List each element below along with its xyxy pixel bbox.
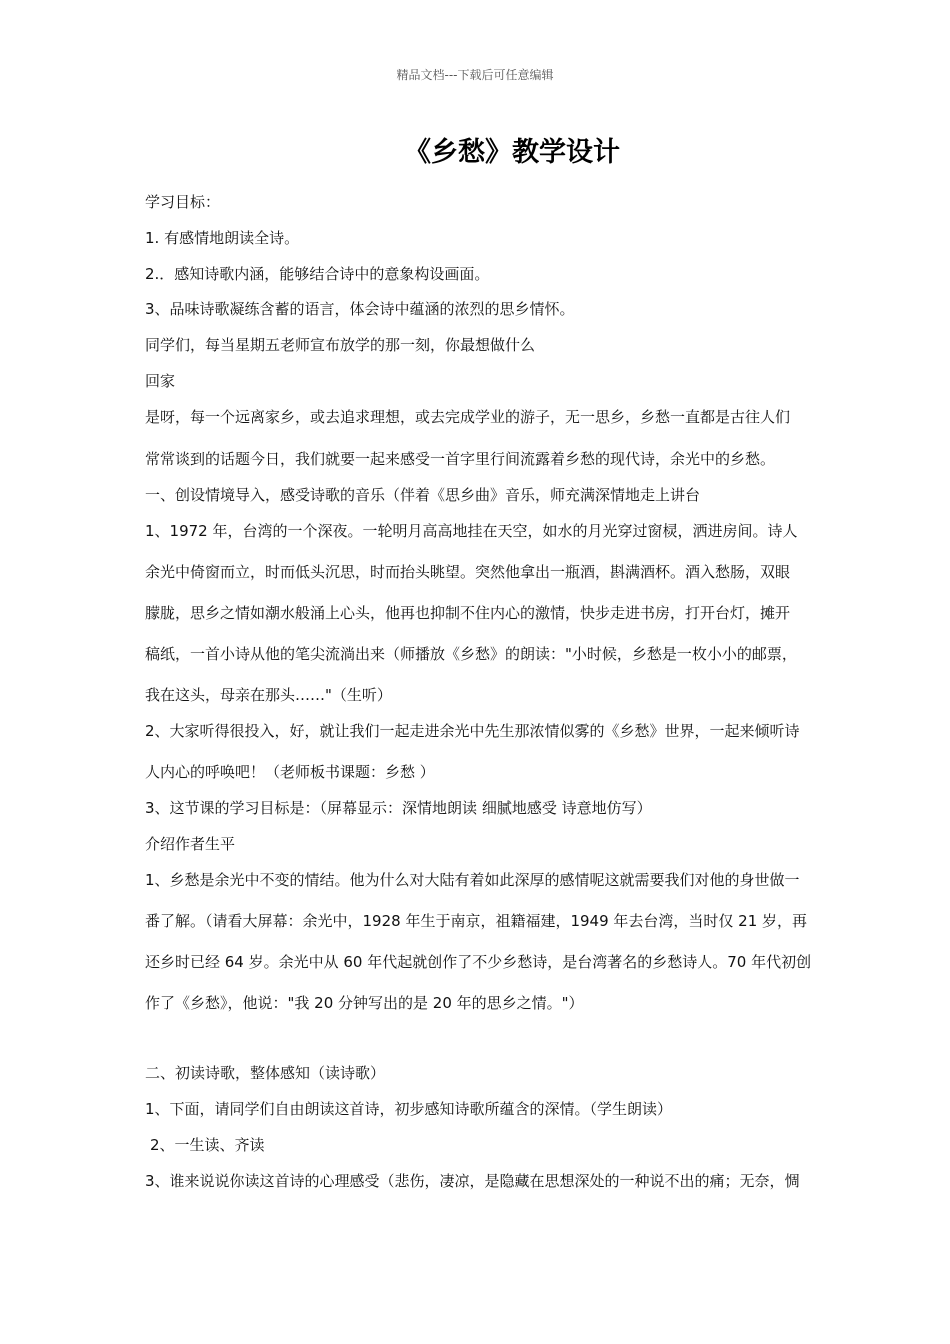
paragraph-line: 余光中倚窗而立，时而低头沉思，时而抬头眺望。突然他拿出一瓶酒，斟满酒杯。酒入愁肠，双眼 [145, 563, 791, 581]
paragraph-line: 回家 [145, 372, 176, 390]
paragraph-line: 稿纸，一首小诗从他的笔尖流淌出来（师播放《乡愁》的朗读："小时候，乡愁是一枚小小的邮票， [145, 645, 797, 663]
paragraph-line: 3、谁来说说你读这首诗的心理感受（悲伤，凄凉，是隐藏在思想深处的一种说不出的痛；无奈，惆 [145, 1172, 800, 1190]
paragraph-line: 作了《乡愁》，他说："我 20 分钟写出的是 20 年的思乡之情。"） [145, 994, 584, 1012]
paragraph-line: 是呀，每一个远离家乡，或去追求理想，或去完成学业的游子，无一思乡，乡愁一直都是古往人们 [145, 408, 791, 426]
paragraph-line: 介绍作者生平 [145, 835, 236, 853]
paragraph-line: 1. 有感情地朗读全诗。 [145, 229, 300, 247]
header-note: 精品文档---下载后可任意编辑 [396, 68, 554, 82]
paragraph-line: 1、乡愁是余光中不变的情结。他为什么对大陆有着如此深厚的感情呢这就需要我们对他的身世做一 [145, 871, 800, 889]
paragraph-line: 2.．感知诗歌内涵，能够结合诗中的意象构设画面。 [145, 265, 490, 283]
paragraph-line: 常常谈到的话题今日，我们就要一起来感受一首字里行间流露着乡愁的现代诗，余光中的乡愁。 [145, 450, 776, 468]
paragraph-line: 2、一生读、齐读 [150, 1136, 265, 1154]
paragraph-line: 3、品味诗歌凝练含蓄的语言，体会诗中蕴涵的浓烈的思乡情怀。 [145, 300, 575, 318]
paragraph-line: 一、创设情境导入，感受诗歌的音乐（伴着《思乡曲》音乐，师充满深情地走上讲台 [145, 486, 701, 504]
paragraph-line: 2、大家听得很投入，好，就让我们一起走进余光中先生那浓情似雾的《乡愁》世界，一起来倾听诗 [145, 722, 800, 740]
paragraph-line: 我在这头，母亲在那头……"（生听） [145, 686, 392, 704]
paragraph-line: 1、下面，请同学们自由朗读这首诗，初步感知诗歌所蕴含的深情。（学生朗读） [145, 1100, 673, 1118]
section-heading: 二、初读诗歌，整体感知（读诗歌） [145, 1064, 386, 1082]
paragraph-line: 朦胧，思乡之情如潮水般涌上心头，他再也抑制不住内心的激情，快步走进书房，打开台灯，摊开 [145, 604, 791, 622]
paragraph-line: 还乡时已经 64 岁。余光中从 60 年代起就创作了不少乡愁诗，是台湾著名的乡愁诗人。70 年代初创 [145, 953, 812, 971]
paragraph-line: 3、这节课的学习目标是：（屏幕显示：深情地朗读 细腻地感受 诗意地仿写） [145, 799, 652, 817]
paragraph-line: 番了解。（请看大屏幕：余光中，1928 年生于南京，祖籍福建，1949 年去台湾，当时仅 21 岁，再 [145, 912, 808, 930]
paragraph-line: 人内心的呼唤吧！（老师板书课题：乡愁 ） [145, 763, 435, 781]
paragraph-line: 同学们，每当星期五老师宣布放学的那一刻，你最想做什么 [145, 336, 536, 354]
paragraph-line: 学习目标： [145, 193, 221, 211]
paragraph-line: 1、1972 年，台湾的一个深夜。一轮明月高高地挂在天空，如水的月光穿过窗棂，洒进房间。诗人 [145, 522, 798, 540]
document-title: 《乡愁》教学设计 [404, 137, 620, 168]
